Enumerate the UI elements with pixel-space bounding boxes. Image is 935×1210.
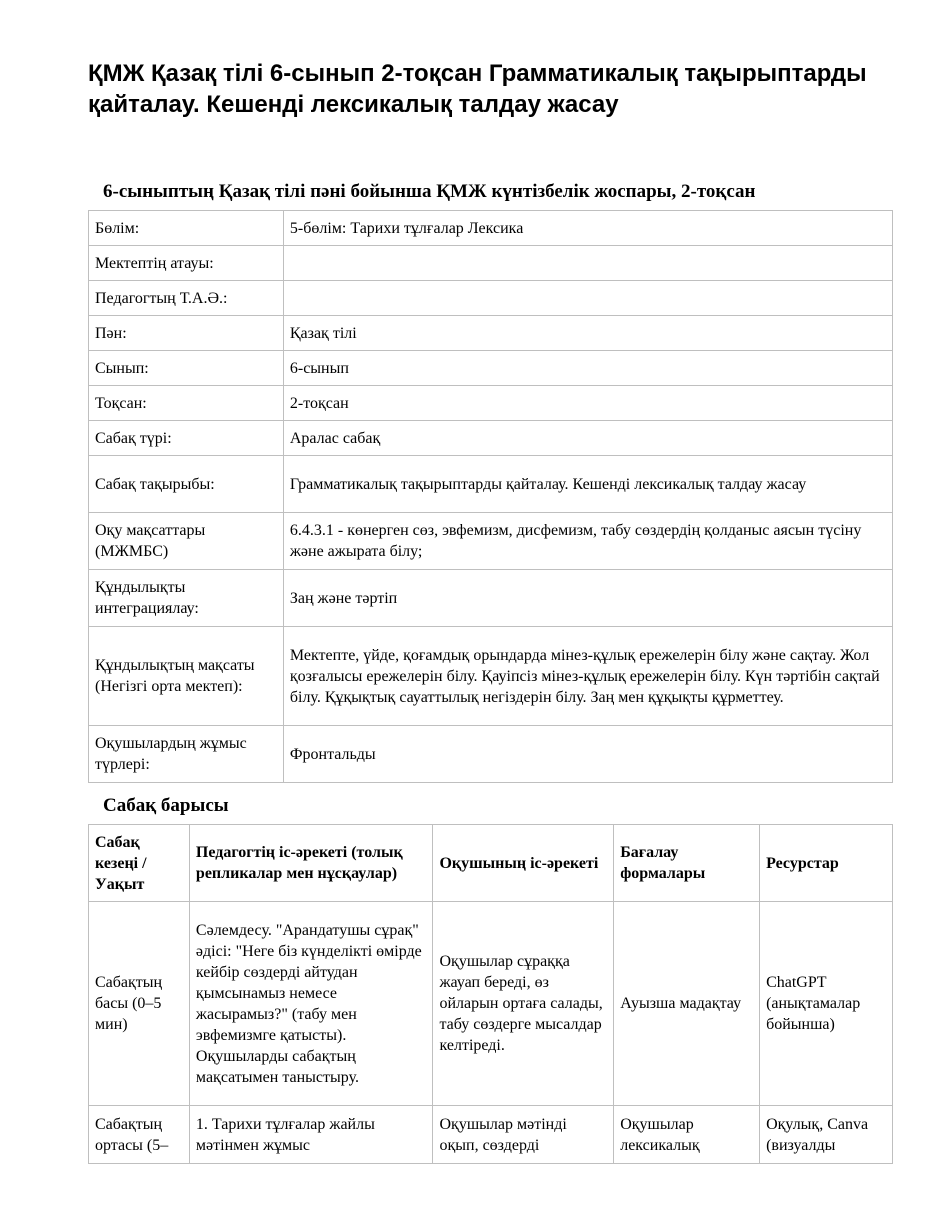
plan-label: Сынып: [89,351,284,386]
plan-value: Аралас сабақ [283,421,892,456]
lesson-row-start [89,902,893,1106]
plan-label: Бөлім: [89,211,284,246]
cell-assessment: Оқушылар лексикалық [614,1106,760,1164]
plan-label: Оқушылардың жұмыс түрлері: [89,726,284,783]
cell-resources: Оқулық, Canva (визуалды [760,1106,893,1164]
plan-label: Тоқсан: [89,386,284,421]
plan-label: Сабақ түрі: [89,421,284,456]
lesson-table [88,824,893,1164]
plan-value: 6-сынып [283,351,892,386]
cell-teacher-action: Сәлемдесу. "Арандатушы сұрақ" әдісі: "Неге біз күнделікті өмірде кейбір сөздерді айтудан қымсынамыз немесе жасырамыз?" (табу мен эвфемизмге қатысты). Оқушыларды сабақтың мақсатымен таныстыру. [189,902,433,1106]
plan-heading: 6-сыныптың Қазақ тілі пәні бойынша ҚМЖ күнтізбелік жоспары, 2-тоқсан [103,181,756,202]
cell-student-action: Оқушылар мәтінді оқып, сөздерді [433,1106,614,1164]
plan-label: Құндылықты интеграциялау: [89,570,284,627]
plan-label: Оқу мақсаттары (МЖМБС) [89,513,284,570]
plan-value [283,246,892,281]
lesson-header-row [89,825,893,902]
plan-label: Пән: [89,316,284,351]
header-assessment: Бағалау формалары [614,825,760,902]
plan-row-quarter [89,386,893,421]
plan-row-teacher [89,281,893,316]
plan-row-grade [89,351,893,386]
document-title: ҚМЖ Қазақ тілі 6-сынып 2-тоқсан Грамматикалық тақырыптарды қайталау. Кешенді лексикалық талдау жасау [88,60,867,118]
cell-stage: Сабақтың ортасы (5– [89,1106,190,1164]
plan-label: Құндылықтың мақсаты (Негізгі орта мектеп): [89,627,284,726]
cell-stage: Сабақтың басы (0–5 мин) [89,902,190,1106]
plan-row-value-goal [89,627,893,726]
plan-label: Сабақ тақырыбы: [89,456,284,513]
plan-value: Мектепте, үйде, қоғамдық орындарда мінез-құлық ережелерін білу және сақтау. Жол қозғалысы ережелерін білу. Қауіпсіз мінез-құлық ережелерін білу. Күн тәртібін сақтай білу. Құқықтық сауаттылық негіздерін білу. Заң мен құқықты құрметтеу. [283,627,892,726]
header-teacher-action: Педагогтің іс-әрекеті (толық репликалар мен нұсқаулар) [189,825,433,902]
plan-label: Мектептің атауы: [89,246,284,281]
plan-value: Грамматикалық тақырыптарды қайталау. Кешенді лексикалық талдау жасау [283,456,892,513]
plan-row-section [89,211,893,246]
plan-value: 2-тоқсан [283,386,892,421]
header-stage: Сабақ кезеңі / Уақыт [89,825,190,902]
plan-row-subject [89,316,893,351]
plan-value: Қазақ тілі [283,316,892,351]
plan-row-lesson-type [89,421,893,456]
plan-row-objectives [89,513,893,570]
plan-value [283,281,892,316]
header-resources: Ресурстар [760,825,893,902]
cell-teacher-action: 1. Тарихи тұлғалар жайлы мәтінмен жұмыс [189,1106,433,1164]
cell-resources: ChatGPT (анықтамалар бойынша) [760,902,893,1106]
plan-row-lesson-topic [89,456,893,513]
plan-value: Заң және тәртіп [283,570,892,627]
plan-row-value-integration [89,570,893,627]
cell-student-action: Оқушылар сұраққа жауап береді, өз ойларын ортаға салады, табу сөздерге мысалдар келтіреді. [433,902,614,1106]
plan-table [88,210,893,783]
header-student-action: Оқушының іс-әрекеті [433,825,614,902]
plan-row-work-types [89,726,893,783]
lesson-row-middle [89,1106,893,1164]
plan-row-school [89,246,893,281]
plan-value: Фронтальды [283,726,892,783]
lesson-heading: Сабақ барысы [103,795,229,816]
plan-value: 5-бөлім: Тарихи тұлғалар Лексика [283,211,892,246]
cell-assessment: Ауызша мадақтау [614,902,760,1106]
plan-label: Педагогтың Т.А.Ә.: [89,281,284,316]
plan-value: 6.4.3.1 - көнерген сөз, эвфемизм, дисфемизм, табу сөздердің қолданыс аясын түсіну және ажырата білу; [283,513,892,570]
